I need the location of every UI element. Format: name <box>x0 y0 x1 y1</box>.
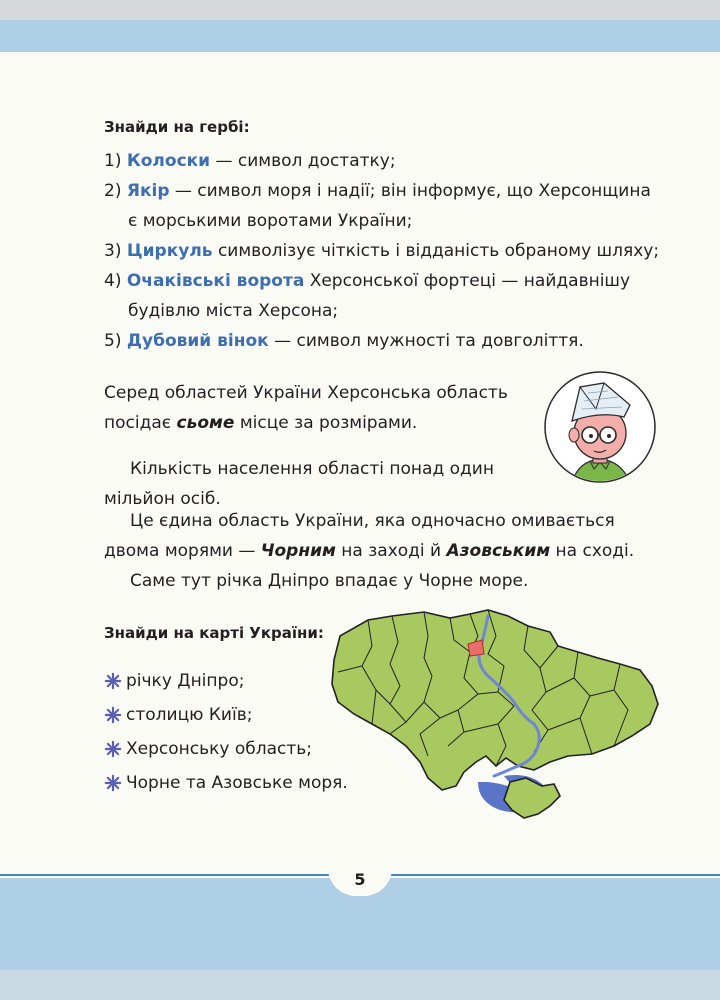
ukraine-map-illustration <box>328 606 660 824</box>
fact-emphasis: Чорним <box>260 541 336 561</box>
fact-emphasis: сьоме <box>176 413 235 433</box>
fact-line: Це єдина область України, яка одночасно омивається <box>130 511 615 531</box>
map-task-text: Чорне та Азовське моря. <box>126 773 348 793</box>
list-item <box>104 326 664 356</box>
list-item <box>104 146 664 176</box>
list-item-text: — символ достатку; <box>210 151 396 171</box>
fact-text: двома морями — <box>104 541 261 561</box>
list-item-text: Херсонської фортеці — найдавнішу <box>304 271 631 291</box>
fact-text: на сході. <box>550 541 635 561</box>
fact-line: Серед областей України Херсонська область <box>104 383 508 403</box>
fact-text: на заході й <box>335 541 447 561</box>
boy-with-paper-hat-illustration <box>538 365 662 485</box>
bottom-scan-shadow <box>0 970 720 1000</box>
snowflake-bullet-icon <box>104 706 122 724</box>
coat-of-arms-heading: Знайди на гербі: <box>104 118 250 136</box>
list-item-number: 1) <box>104 151 122 171</box>
map-task-text: річку Дніпро; <box>126 671 245 691</box>
list-item-term: Дубовий вінок <box>126 331 269 351</box>
list-item-term: Циркуль <box>126 241 213 261</box>
list-item <box>104 236 664 266</box>
fact-line <box>104 536 674 566</box>
page-number: 5 <box>354 869 366 889</box>
list-item-number: 4) <box>104 271 122 291</box>
list-item-number: 5) <box>104 331 122 351</box>
fact-line: Саме тут річка Дніпро впадає у Чорне море. <box>130 571 529 591</box>
list-item-continuation: будівлю міста Херсона; <box>128 301 339 321</box>
fact-line: мільйон осіб. <box>104 489 221 509</box>
list-item-number: 3) <box>104 241 122 261</box>
list-item <box>104 176 664 236</box>
map-task-text: Херсонську область; <box>126 739 313 759</box>
snowflake-bullet-icon <box>104 774 122 792</box>
ukraine-mainland <box>332 610 658 790</box>
fact-line: Кількість населення області понад один <box>130 459 494 479</box>
top-scan-shadow <box>0 0 720 20</box>
fact-text: місце за розмірами. <box>234 413 418 433</box>
list-item-number: 2) <box>104 181 122 201</box>
list-item-continuation: є морськими воротами України; <box>128 211 413 231</box>
fact-seas-paragraph <box>104 506 674 596</box>
list-item-term: Очаківські ворота <box>126 271 305 291</box>
fact-text: посідає <box>104 413 177 433</box>
list-item-text: символізує чіткість і відданість обраному шляху; <box>212 241 660 261</box>
map-task-heading: Знайди на карті України: <box>104 624 324 642</box>
fact-emphasis: Азовським <box>446 541 551 561</box>
fact-line <box>104 408 534 438</box>
snowflake-bullet-icon <box>104 740 122 758</box>
list-item-text: — символ моря і надії; він інформує, що Херсонщина <box>169 181 651 201</box>
map-task-text: столицю Київ; <box>126 705 253 725</box>
fact-population-paragraph <box>104 454 534 514</box>
fact-size-paragraph <box>104 378 534 438</box>
snowflake-bullet-icon <box>104 672 122 690</box>
list-item-text: — символ мужності та довголіття. <box>268 331 584 351</box>
list-item-term: Якір <box>126 181 170 201</box>
list-item-term: Колоски <box>126 151 211 171</box>
list-item <box>104 266 664 326</box>
coat-of-arms-list <box>104 146 664 356</box>
